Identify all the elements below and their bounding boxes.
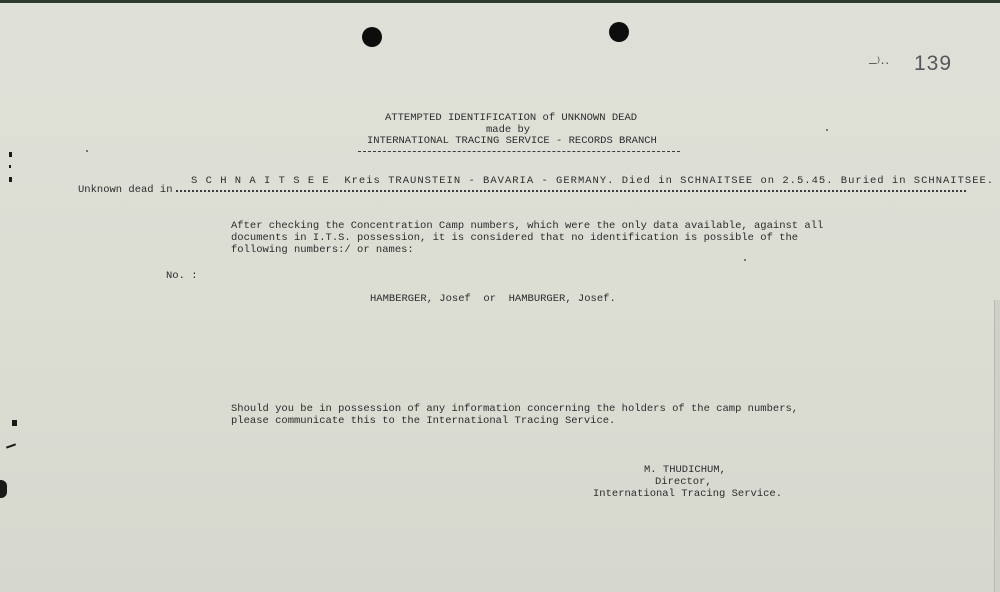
margin-mark bbox=[9, 177, 12, 182]
header-title: ATTEMPTED IDENTIFICATION of UNKNOWN DEAD bbox=[385, 112, 638, 124]
header-rule bbox=[358, 151, 680, 152]
request-line: please communicate this to the International Tracing Service. bbox=[231, 415, 616, 427]
paragraph-line: documents in I.T.S. possession, it is considered that no identification is possible of the bbox=[231, 232, 799, 244]
margin-mark bbox=[0, 480, 7, 498]
margin-mark bbox=[12, 420, 17, 426]
punch-hole-left bbox=[362, 27, 382, 47]
paper-speck bbox=[826, 129, 828, 131]
page-top-edge bbox=[0, 0, 1000, 3]
unknown-dead-label: Unknown dead in bbox=[78, 184, 173, 196]
unknown-dead-rule bbox=[176, 190, 966, 192]
names-list: HAMBERGER, Josef or HAMBURGER, Josef. bbox=[370, 293, 616, 305]
unknown-dead-details: S C H N A I T S E E Kreis TRAUNSTEIN - BAVARIA - GERMANY. Died in SCHNAITSEE on 2.5.45. Buried in SCHNAITSEE. bbox=[191, 175, 995, 187]
signatory-name: M. THUDICHUM, bbox=[644, 464, 726, 476]
margin-mark bbox=[9, 165, 11, 168]
page-mark: –⁾·· bbox=[869, 54, 890, 70]
header-made-by: made by bbox=[486, 124, 531, 136]
paragraph-line: following numbers:/ or names: bbox=[231, 244, 414, 256]
paper-speck bbox=[744, 259, 746, 261]
margin-mark bbox=[9, 152, 12, 157]
punch-hole-right bbox=[609, 22, 629, 42]
page-number: 139 bbox=[914, 52, 953, 75]
signatory-title: Director, bbox=[655, 476, 712, 488]
page-right-edge bbox=[994, 300, 1000, 592]
paragraph-line: After checking the Concentration Camp numbers, which were the only data available, against all bbox=[231, 220, 824, 232]
numbers-label: No. : bbox=[166, 270, 198, 282]
paper-speck bbox=[86, 150, 88, 152]
margin-mark bbox=[6, 443, 16, 448]
signatory-organization: International Tracing Service. bbox=[593, 488, 783, 500]
header-organization: INTERNATIONAL TRACING SERVICE - RECORDS BRANCH bbox=[367, 135, 657, 147]
request-line: Should you be in possession of any information concerning the holders of the camp numbers, bbox=[231, 403, 799, 415]
